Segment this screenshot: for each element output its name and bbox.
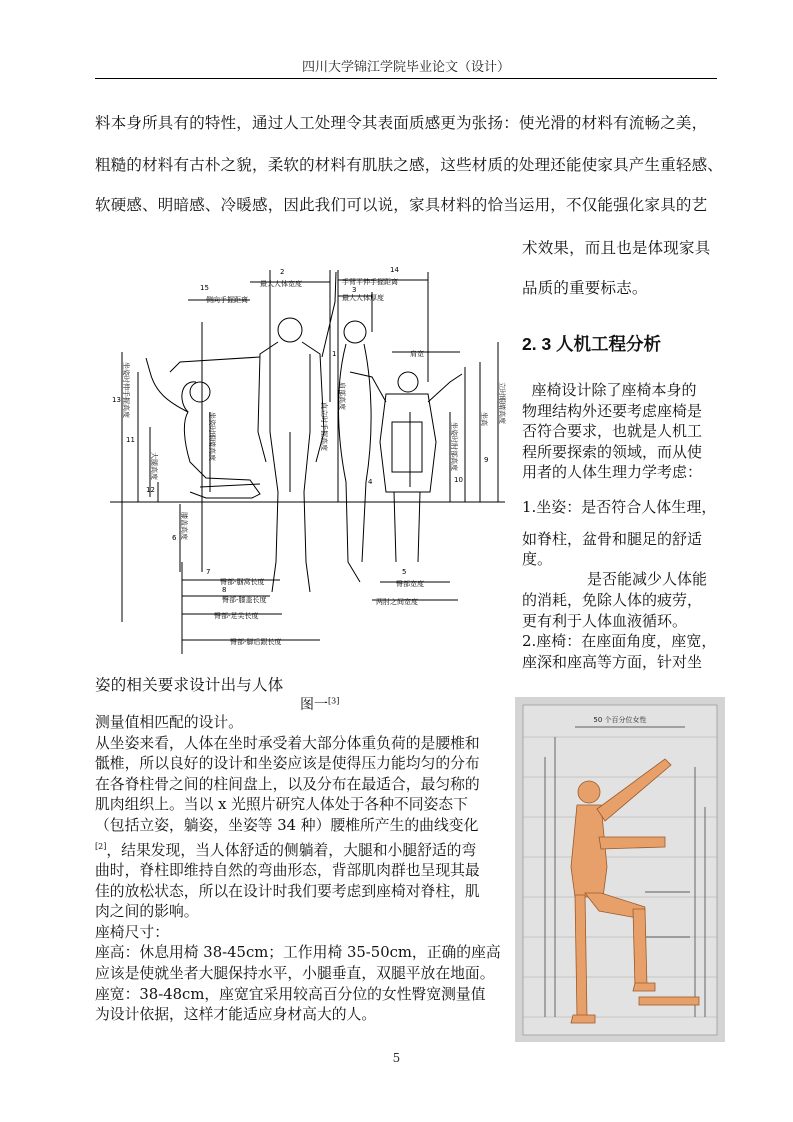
body-line: 肌肉组织上。当以 x 光照片研究人体处于各种不同姿态下 xyxy=(95,796,468,814)
body-line: 曲时，脊柱即维持自然的弯曲形态，背部肌肉群也呈现其最 xyxy=(95,862,480,880)
body-line: （包括立姿，躺姿，坐姿等 34 种）腰椎所产生的曲线变化 xyxy=(95,816,479,834)
anthropometric-figure xyxy=(110,262,505,664)
fig2-title: 50 个百分位女性 xyxy=(593,716,647,724)
fig1-label-thigh-height: 大腿高度 xyxy=(150,452,158,480)
fig1-label-elbow-width: 两肘之间宽度 xyxy=(376,598,418,606)
fig1-label-n4: 4 xyxy=(368,478,373,486)
body-line: 座椅尺寸： xyxy=(95,923,169,941)
intro-line-1: 料本身所具有的特性，通过人工处理令其表面质感更为张扬：使光滑的材料有流畅之美， xyxy=(95,114,708,132)
fig1-label-n6: 6 xyxy=(172,534,177,542)
item1-line4: 是否能减少人体能 xyxy=(587,570,708,588)
fig1-label-hip-knee-len2: 臀部-膝盖长度 xyxy=(222,596,267,604)
fig1-label-knee-height: 膝盖高度 xyxy=(180,512,188,540)
fig1-label-n10: 10 xyxy=(454,476,463,484)
fig1-label-stand-eye-height: 立时眼睛高度 xyxy=(498,382,506,424)
fig1-label-n11: 11 xyxy=(126,436,135,444)
fig1-label-n1: 1 xyxy=(332,350,337,358)
body-line: 从坐姿来看，人体在坐时承受着大部分体重负荷的是腰椎和 xyxy=(95,734,480,752)
fig1-label-seated-elbow-height: 坐姿时肘部高度 xyxy=(450,422,458,471)
item1-line6: 更有利于人体血液循环。 xyxy=(522,612,688,630)
fig1-label-seated-eye-height: 坐姿时眼睛高度 xyxy=(208,412,216,461)
figure-caption-ref: [3] xyxy=(328,696,340,706)
fig1-label-n12: 12 xyxy=(146,486,155,494)
fig1-label-seated-height: 坐高 xyxy=(480,412,488,426)
body-line: 肉之间的影响。 xyxy=(95,903,199,921)
fig1-label-forward-reach: 手臂平伸手握距离 xyxy=(342,278,398,286)
fig1-label-side-reach: 侧向手握距离 xyxy=(206,296,248,304)
fig1-label-shoulder-width: 肩宽 xyxy=(410,350,424,358)
fig1-label-n13: 13 xyxy=(112,396,121,404)
fig1-label-n3: 3 xyxy=(352,286,357,294)
item2-line2: 座深和座高等方面，针对坐 xyxy=(522,653,703,671)
body-line: ，结果发现，当人体舒适的侧躺着，大腿和小腿舒适的弯 xyxy=(106,841,477,859)
right-para-line: 程所要探索的领域，而从使 xyxy=(522,442,703,461)
page-number: 5 xyxy=(392,1051,401,1065)
fig1-label-n14: 14 xyxy=(390,266,399,274)
fig1-label-n2: 2 xyxy=(280,268,285,276)
body-text xyxy=(95,713,717,1026)
fig1-label-seated-hand-height: 坐姿时伸手握高度 xyxy=(122,362,130,418)
intro-line-2: 粗糙的材料有古朴之貌，柔软的材料有肌肤之感，这些材质的处理还能使家具产生重轻感、 xyxy=(95,156,724,174)
item1-line1: 1.坐姿：是否符合人体生理， xyxy=(522,498,717,516)
figure-caption-label: 图一 xyxy=(300,697,328,713)
right-paragraph xyxy=(522,380,722,483)
intro-line-3: 软硬感、明暗感、冷暖感，因此我们可以说，家具材料的恰当运用，不仅能强化家具的艺 xyxy=(95,196,708,214)
fig1-label-max-body-width: 最大人体宽度 xyxy=(260,280,302,288)
fig1-label-n9: 9 xyxy=(484,456,489,464)
body-line: 应该是使就坐者大腿保持水平，小腿垂直，双腿平放在地面。 xyxy=(95,965,495,983)
section-title: 2. 3 人机工程分析 xyxy=(522,334,662,354)
right-line-1: 术效果，而且也是体现家具 xyxy=(522,239,711,257)
fig1-label-hip-foot-length: 臀部-足尖长度 xyxy=(214,612,259,620)
right-para-line: 否符合要求，也就是人机工 xyxy=(522,422,703,440)
body-line: 佳的放松状态，所以在设计时我们要考虑到座椅对脊柱，肌 xyxy=(95,882,480,900)
body-line: 座宽：38-48cm，座宽宜采用较高百分位的女性臀宽测量值 xyxy=(95,985,486,1003)
header-rule xyxy=(95,78,717,79)
fig1-label-hip-knee-length: 臀部-腘窝长度 xyxy=(220,578,265,586)
body-line: 座高：休息用椅 38-45cm；工作用椅 35-50cm，正确的座高 xyxy=(95,944,501,962)
fig1-label-n15: 15 xyxy=(200,284,209,292)
fig1-label-shoulder-height: 肩部高度 xyxy=(338,382,346,410)
fig1-label-max-body-thickness: 最大人体厚度 xyxy=(342,294,384,302)
caption-left-text: 姿的相关要求设计出与人体 xyxy=(95,676,284,694)
right-line-2: 品质的重要标志。 xyxy=(522,279,648,297)
page-header: 四川大学锦江学院毕业论文（设计） xyxy=(301,60,510,75)
right-para-line: 用者的人体生理力学考虑： xyxy=(522,463,703,481)
item1-line5: 的消耗，免除人体的疲劳， xyxy=(522,591,703,609)
ref-2: [2] xyxy=(95,841,107,851)
right-para-line: 座椅设计除了座椅本身的 xyxy=(522,381,697,399)
fig1-label-n5: 5 xyxy=(402,568,407,576)
fig1-label-stand-hand-height: 直立时手握高度 xyxy=(320,402,328,451)
item1-line3: 度。 xyxy=(522,550,553,568)
body-line: 骶椎，所以良好的设计和坐姿应该是使得压力能均匀的分布 xyxy=(95,755,480,773)
body-line: 为设计依据，这样才能适应身材高大的人。 xyxy=(95,1006,377,1024)
body-line-with-ref xyxy=(95,837,717,862)
fig1-label-n7: 7 xyxy=(206,568,211,576)
fig1-label-n8: 8 xyxy=(222,586,227,594)
right-para-line: 物理结构外还要考虑座椅是 xyxy=(522,401,703,420)
body-line: 在各脊柱骨之间的柱间盘上，以及分布在最适合，最匀称的 xyxy=(95,775,480,793)
body-line: 测量值相匹配的设计。 xyxy=(95,714,243,731)
figure-caption xyxy=(300,694,339,714)
item2-line1: 2.座椅：在座面角度，座宽， xyxy=(522,632,717,650)
item1-line2: 如脊柱，盆骨和腿足的舒适 xyxy=(522,530,703,548)
fig1-label-hip-heel-length: 臀部-脚后跟长度 xyxy=(230,638,282,646)
fig1-label-hip-width: 臀部宽度 xyxy=(396,580,424,588)
